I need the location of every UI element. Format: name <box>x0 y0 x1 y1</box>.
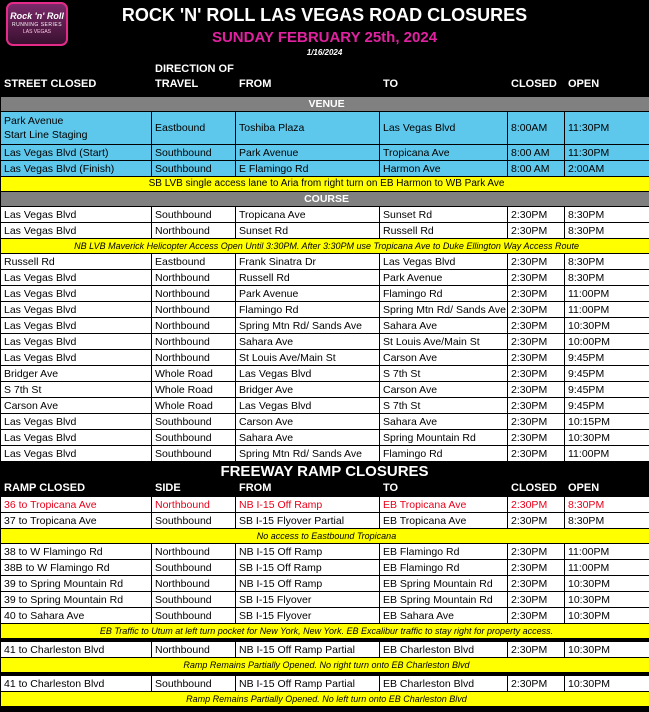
to-cell: Harmon Ave <box>380 161 508 177</box>
from-cell: NB I-15 Off Ramp <box>236 544 380 560</box>
street-cell: Las Vegas Blvd (Start) <box>1 145 152 161</box>
table-row <box>1 576 649 592</box>
street-cell: 38 to W Flamingo Rd <box>1 544 152 560</box>
col-header-direction <box>155 62 234 92</box>
closed-cell: 2:30PM <box>508 513 565 529</box>
to-cell: Carson Ave <box>380 382 508 398</box>
direction-cell: Northbound <box>152 497 236 513</box>
direction-cell: Whole Road <box>152 366 236 382</box>
from-cell: Toshiba Plaza <box>236 112 380 145</box>
note-row <box>1 177 649 192</box>
open-cell: 8:30PM <box>565 270 649 286</box>
closed-cell: 2:30PM <box>508 223 565 239</box>
direction-cell: Southbound <box>152 608 236 624</box>
to-cell: EB Spring Mountain Rd <box>380 576 508 592</box>
from-cell: SB I-15 Off Ramp <box>236 560 380 576</box>
section-heading <box>1 192 649 207</box>
closed-cell: 2:30PM <box>508 382 565 398</box>
to-cell: Las Vegas Blvd <box>380 112 508 145</box>
street-line2: Start Line Staging <box>4 129 88 141</box>
col-header-ramp-from: FROM <box>239 482 272 494</box>
closed-cell: 2:30PM <box>508 207 565 223</box>
document-date: 1/16/2024 <box>306 48 343 57</box>
col-header-open: OPEN <box>568 78 600 90</box>
direction-cell: Northbound <box>152 302 236 318</box>
to-cell: Spring Mountain Rd <box>380 430 508 446</box>
open-cell: 9:45PM <box>565 350 649 366</box>
to-cell: Flamingo Rd <box>380 286 508 302</box>
street-cell: Las Vegas Blvd <box>1 430 152 446</box>
open-cell: 11:00PM <box>565 302 649 318</box>
from-cell: SB I-15 Flyover Partial <box>236 513 380 529</box>
freeway-note3-section <box>1 658 649 676</box>
from-cell: Flamingo Rd <box>236 302 380 318</box>
closed-cell: 8:00AM <box>508 112 565 145</box>
closed-cell: 2:30PM <box>508 560 565 576</box>
table-row <box>1 430 649 446</box>
freeway-note2-section <box>1 624 649 642</box>
col-header-direction-line1: DIRECTION OF <box>155 63 234 75</box>
table-row <box>1 446 649 462</box>
to-cell: S 7th St <box>380 366 508 382</box>
col-header-ramp-to: TO <box>383 482 399 494</box>
table-row <box>1 676 649 692</box>
to-cell: EB Sahara Ave <box>380 608 508 624</box>
street-cell: Las Vegas Blvd (Finish) <box>1 161 152 177</box>
direction-cell: Southbound <box>152 430 236 446</box>
from-cell: Sunset Rd <box>236 223 380 239</box>
closed-cell: 2:30PM <box>508 366 565 382</box>
section-heading-venue: VENUE <box>1 97 649 112</box>
from-cell: Carson Ave <box>236 414 380 430</box>
open-cell: 9:45PM <box>565 398 649 414</box>
table-row <box>1 366 649 382</box>
col-header-ramp-closed: CLOSED <box>511 482 557 494</box>
open-cell: 10:15PM <box>565 414 649 430</box>
direction-cell: Eastbound <box>152 254 236 270</box>
page-subtitle: SUNDAY FEBRUARY 25th, 2024 <box>211 29 438 46</box>
street-cell: Las Vegas Blvd <box>1 286 152 302</box>
to-cell: Russell Rd <box>380 223 508 239</box>
table-row <box>1 270 649 286</box>
to-cell: Sahara Ave <box>380 414 508 430</box>
closed-cell: 2:30PM <box>508 318 565 334</box>
open-cell: 10:30PM <box>565 642 649 658</box>
header <box>0 0 649 96</box>
street-cell: Las Vegas Blvd <box>1 270 152 286</box>
open-cell: 11:30PM <box>565 112 649 145</box>
street-cell: 39 to Spring Mountain Rd <box>1 592 152 608</box>
table-row <box>1 398 649 414</box>
open-cell: 10:30PM <box>565 318 649 334</box>
col-header-direction-line2: TRAVEL <box>155 78 199 90</box>
col-header-ramp-open: OPEN <box>568 482 600 494</box>
table-row <box>1 254 649 270</box>
to-cell: Las Vegas Blvd <box>380 254 508 270</box>
direction-cell: Northbound <box>152 642 236 658</box>
from-cell: SB I-15 Flyover <box>236 592 380 608</box>
venue-section <box>1 97 649 192</box>
page-title: ROCK 'N' ROLL LAS VEGAS ROAD CLOSURES <box>121 5 528 25</box>
to-cell: EB Flamingo Rd <box>380 544 508 560</box>
open-cell: 10:30PM <box>565 676 649 692</box>
street-cell: 36 to Tropicana Ave <box>1 497 152 513</box>
closed-cell: 8:00 AM <box>508 161 565 177</box>
freeway-column-headers <box>0 481 649 496</box>
freeway-rows-b <box>1 544 649 624</box>
direction-cell: Northbound <box>152 223 236 239</box>
to-cell: Sahara Ave <box>380 318 508 334</box>
venue-note: SB LVB single access lane to Aria from right turn on EB Harmon to WB Park Ave <box>1 177 649 192</box>
from-cell: NB I-15 Off Ramp Partial <box>236 642 380 658</box>
open-cell: 10:30PM <box>565 608 649 624</box>
from-cell: Las Vegas Blvd <box>236 366 380 382</box>
col-header-to: TO <box>383 78 399 90</box>
course-rows-b <box>1 254 649 462</box>
closed-cell: 2:30PM <box>508 544 565 560</box>
direction-cell: Eastbound <box>152 112 236 145</box>
closed-cell: 2:30PM <box>508 576 565 592</box>
freeway-note-2: EB Traffic to Utum at left turn pocket for New York, New York. EB Excalibur traffic to stay right for property access. <box>1 624 649 639</box>
closed-cell: 2:30PM <box>508 642 565 658</box>
col-header-side: SIDE <box>155 482 181 494</box>
street-line1: Park Avenue <box>4 115 64 127</box>
open-cell: 11:00PM <box>565 544 649 560</box>
closed-cell: 2:30PM <box>508 302 565 318</box>
col-header-closed: CLOSED <box>511 78 557 90</box>
freeway-note1-section <box>1 529 649 544</box>
to-cell: Tropicana Ave <box>380 145 508 161</box>
street-cell: 41 to Charleston Blvd <box>1 676 152 692</box>
to-cell: EB Flamingo Rd <box>380 560 508 576</box>
from-cell: SB I-15 Flyover <box>236 608 380 624</box>
table-row <box>1 302 649 318</box>
direction-cell: Southbound <box>152 676 236 692</box>
open-cell: 8:30PM <box>565 513 649 529</box>
direction-cell: Southbound <box>152 145 236 161</box>
table-row <box>1 286 649 302</box>
to-cell: Sunset Rd <box>380 207 508 223</box>
open-cell: 10:00PM <box>565 334 649 350</box>
street-cell: Bridger Ave <box>1 366 152 382</box>
closed-cell: 2:30PM <box>508 286 565 302</box>
freeway-note-3: Ramp Remains Partially Opened. No right turn onto EB Charleston Blvd <box>1 658 649 673</box>
to-cell: St Louis Ave/Main St <box>380 334 508 350</box>
note-row <box>1 658 649 673</box>
to-cell: Flamingo Rd <box>380 446 508 462</box>
street-cell: Russell Rd <box>1 254 152 270</box>
to-cell: Spring Mtn Rd/ Sands Ave <box>380 302 508 318</box>
closed-cell: 2:30PM <box>508 676 565 692</box>
from-cell: NB I-15 Off Ramp Partial <box>236 676 380 692</box>
table-row <box>1 382 649 398</box>
freeway-row-d <box>1 676 649 692</box>
direction-cell: Northbound <box>152 350 236 366</box>
from-cell: Russell Rd <box>236 270 380 286</box>
table-row <box>1 513 649 529</box>
closed-cell: 2:30PM <box>508 414 565 430</box>
open-cell: 11:00PM <box>565 446 649 462</box>
closed-cell: 2:30PM <box>508 334 565 350</box>
course-note-section <box>1 239 649 254</box>
street-cell: Las Vegas Blvd <box>1 334 152 350</box>
note-row <box>1 624 649 639</box>
open-cell: 8:30PM <box>565 497 649 513</box>
closed-cell: 2:30PM <box>508 430 565 446</box>
freeway-rows-a <box>1 497 649 529</box>
open-cell: 2:00AM <box>565 161 649 177</box>
street-cell: 39 to Spring Mountain Rd <box>1 576 152 592</box>
open-cell: 8:30PM <box>565 254 649 270</box>
freeway-heading: FREEWAY RAMP CLOSURES <box>220 463 429 480</box>
from-cell: Frank Sinatra Dr <box>236 254 380 270</box>
from-cell: Tropicana Ave <box>236 207 380 223</box>
closed-cell: 2:30PM <box>508 398 565 414</box>
from-cell: Spring Mtn Rd/ Sands Ave <box>236 446 380 462</box>
logo-line2: RUNNING SERIES <box>11 22 63 28</box>
closed-cell: 2:30PM <box>508 608 565 624</box>
open-cell: 11:30PM <box>565 145 649 161</box>
from-cell: NB I-15 Off Ramp <box>236 576 380 592</box>
street-cell: 40 to Sahara Ave <box>1 608 152 624</box>
table-row <box>1 223 649 239</box>
direction-cell: Southbound <box>152 446 236 462</box>
note-row <box>1 692 649 707</box>
street-cell: Las Vegas Blvd <box>1 302 152 318</box>
table-row <box>1 544 649 560</box>
to-cell: Park Avenue <box>380 270 508 286</box>
street-cell: Las Vegas Blvd <box>1 414 152 430</box>
direction-cell: Northbound <box>152 544 236 560</box>
closed-cell: 2:30PM <box>508 497 565 513</box>
from-cell: NB I-15 Off Ramp <box>236 497 380 513</box>
freeway-note-1: No access to Eastbound Tropicana <box>1 529 649 544</box>
from-cell: Las Vegas Blvd <box>236 398 380 414</box>
to-cell: EB Charleston Blvd <box>380 642 508 658</box>
open-cell: 9:45PM <box>565 366 649 382</box>
table-row <box>1 414 649 430</box>
direction-cell: Northbound <box>152 576 236 592</box>
table-row <box>1 318 649 334</box>
from-cell: Spring Mtn Rd/ Sands Ave <box>236 318 380 334</box>
open-cell: 8:30PM <box>565 223 649 239</box>
from-cell: Park Avenue <box>236 145 380 161</box>
col-header-street: STREET CLOSED <box>4 78 97 90</box>
course-section <box>1 192 649 207</box>
to-cell: S 7th St <box>380 398 508 414</box>
direction-cell: Southbound <box>152 414 236 430</box>
street-cell <box>1 112 152 145</box>
direction-cell: Southbound <box>152 560 236 576</box>
street-cell: Las Vegas Blvd <box>1 223 152 239</box>
logo-line3: LAS VEGAS <box>22 29 52 35</box>
direction-cell: Northbound <box>152 270 236 286</box>
note-row <box>1 239 649 254</box>
logo-line1: Rock 'n' Roll <box>10 11 64 21</box>
closed-cell: 2:30PM <box>508 270 565 286</box>
freeway-note4-section <box>1 692 649 707</box>
direction-cell: Southbound <box>152 592 236 608</box>
street-cell: Carson Ave <box>1 398 152 414</box>
closed-cell: 2:30PM <box>508 254 565 270</box>
closed-cell: 2:30PM <box>508 592 565 608</box>
from-cell: Bridger Ave <box>236 382 380 398</box>
open-cell: 11:00PM <box>565 286 649 302</box>
street-cell: 38B to W Flamingo Rd <box>1 560 152 576</box>
direction-cell: Whole Road <box>152 398 236 414</box>
direction-cell: Southbound <box>152 513 236 529</box>
open-cell: 8:30PM <box>565 207 649 223</box>
direction-cell: Northbound <box>152 334 236 350</box>
closed-cell: 8:00 AM <box>508 145 565 161</box>
section-heading <box>1 97 649 112</box>
table-row <box>1 145 649 161</box>
street-cell: S 7th St <box>1 382 152 398</box>
freeway-table <box>0 496 649 707</box>
direction-cell: Northbound <box>152 286 236 302</box>
direction-cell: Southbound <box>152 161 236 177</box>
table-row <box>1 161 649 177</box>
open-cell: 9:45PM <box>565 382 649 398</box>
table-row <box>1 112 649 145</box>
section-heading-course: COURSE <box>1 192 649 207</box>
freeway-row-c <box>1 642 649 658</box>
street-cell: 41 to Charleston Blvd <box>1 642 152 658</box>
to-cell: EB Charleston Blvd <box>380 676 508 692</box>
closures-table <box>0 96 649 462</box>
to-cell: EB Tropicana Ave <box>380 497 508 513</box>
from-cell: Sahara Ave <box>236 334 380 350</box>
street-cell: Las Vegas Blvd <box>1 207 152 223</box>
table-row <box>1 350 649 366</box>
table-row <box>1 560 649 576</box>
to-cell: EB Tropicana Ave <box>380 513 508 529</box>
street-cell: Las Vegas Blvd <box>1 446 152 462</box>
direction-cell: Whole Road <box>152 382 236 398</box>
table-row <box>1 592 649 608</box>
table-row <box>1 334 649 350</box>
table-row <box>1 642 649 658</box>
street-cell: Las Vegas Blvd <box>1 318 152 334</box>
open-cell: 10:30PM <box>565 576 649 592</box>
course-note: NB LVB Maverick Helicopter Access Open Until 3:30PM. After 3:30PM use Tropicana Ave to Duke Ellington Way Access Route <box>1 239 649 254</box>
note-row <box>1 529 649 544</box>
to-cell: EB Spring Mountain Rd <box>380 592 508 608</box>
from-cell: E Flamingo Rd <box>236 161 380 177</box>
table-row <box>1 207 649 223</box>
from-cell: St Louis Ave/Main St <box>236 350 380 366</box>
open-cell: 10:30PM <box>565 430 649 446</box>
course-rows-a <box>1 207 649 239</box>
col-header-ramp: RAMP CLOSED <box>4 482 86 494</box>
freeway-note-4: Ramp Remains Partially Opened. No left turn onto EB Charleston Blvd <box>1 692 649 707</box>
direction-cell: Northbound <box>152 318 236 334</box>
closed-cell: 2:30PM <box>508 350 565 366</box>
closed-cell: 2:30PM <box>508 446 565 462</box>
street-cell: Las Vegas Blvd <box>1 350 152 366</box>
col-header-from: FROM <box>239 78 272 90</box>
direction-cell: Southbound <box>152 207 236 223</box>
from-cell: Park Avenue <box>236 286 380 302</box>
table-row <box>1 608 649 624</box>
to-cell: Carson Ave <box>380 350 508 366</box>
open-cell: 10:30PM <box>565 592 649 608</box>
from-cell: Sahara Ave <box>236 430 380 446</box>
table-row <box>1 497 649 513</box>
street-cell: 37 to Tropicana Ave <box>1 513 152 529</box>
open-cell: 11:00PM <box>565 560 649 576</box>
